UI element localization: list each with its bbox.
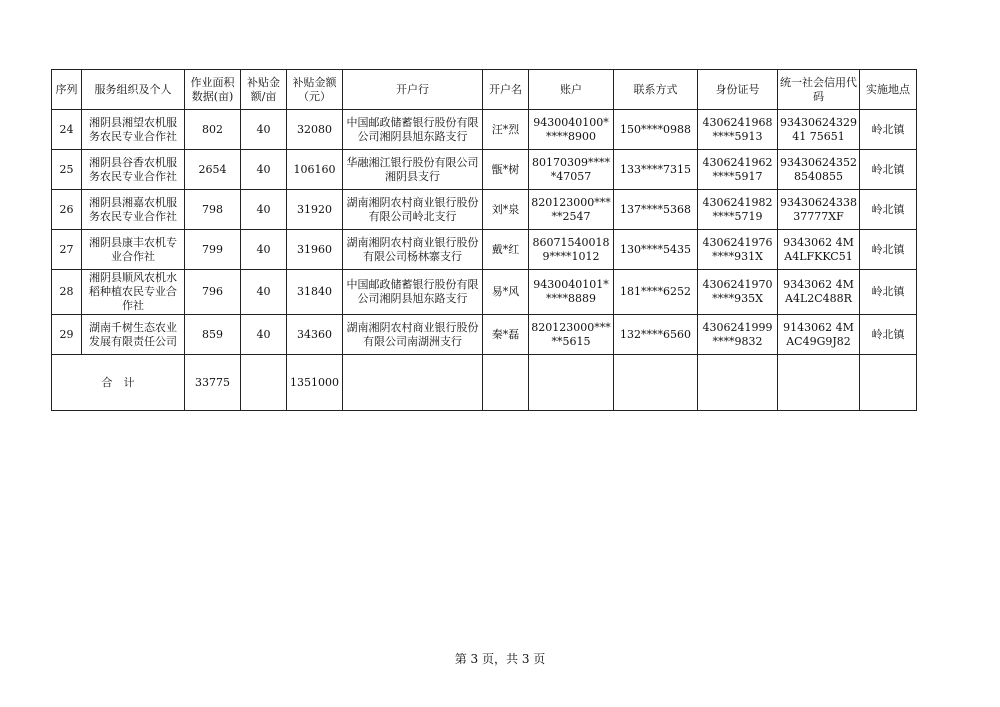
cell-account-name: 刘*泉 xyxy=(483,190,529,230)
cell-location: 岭北镇 xyxy=(860,190,917,230)
cell-id-number: 4306241982****5719 xyxy=(698,190,778,230)
cell-account-name: 甑*树 xyxy=(483,150,529,190)
cell-organization: 湘阴县湘望农机服务农民专业合作社 xyxy=(82,110,185,150)
empty-cell xyxy=(483,355,529,411)
cell-location: 岭北镇 xyxy=(860,110,917,150)
cell-index: 29 xyxy=(52,315,82,355)
empty-cell xyxy=(860,355,917,411)
cell-account-name: 汪*烈 xyxy=(483,110,529,150)
cell-bank: 湖南湘阴农村商业银行股份有限公司南湖洲支行 xyxy=(343,315,483,355)
cell-area: 802 xyxy=(185,110,241,150)
cell-index: 26 xyxy=(52,190,82,230)
header-cell: 身份证号 xyxy=(698,70,778,110)
cell-amount: 106160 xyxy=(287,150,343,190)
cell-id-number: 4306241970****935X xyxy=(698,270,778,315)
cell-organization: 湘阴县顺风农机水稻种植农民专业合作社 xyxy=(82,270,185,315)
cell-index: 27 xyxy=(52,230,82,270)
cell-bank: 湖南湘阴农村商业银行股份有限公司岭北支行 xyxy=(343,190,483,230)
cell-amount: 31960 xyxy=(287,230,343,270)
empty-cell xyxy=(614,355,698,411)
cell-bank: 华融湘江银行股份有限公司湘阴县支行 xyxy=(343,150,483,190)
table-row xyxy=(52,190,917,230)
empty-cell xyxy=(529,355,614,411)
table-row xyxy=(52,270,917,315)
total-amount: 1351000 xyxy=(287,355,343,411)
empty-cell xyxy=(698,355,778,411)
cell-organization: 湘阴县湘嘉农机服务农民专业合作社 xyxy=(82,190,185,230)
total-label: 合 计 xyxy=(52,355,185,411)
cell-amount: 34360 xyxy=(287,315,343,355)
empty-cell xyxy=(778,355,860,411)
cell-amount: 31840 xyxy=(287,270,343,315)
header-cell: 补贴金额/亩 xyxy=(241,70,287,110)
cell-index: 28 xyxy=(52,270,82,315)
table-row xyxy=(52,110,917,150)
cell-rate: 40 xyxy=(241,270,287,315)
cell-amount: 32080 xyxy=(287,110,343,150)
cell-bank: 中国邮政储蓄银行股份有限公司湘阴县旭东路支行 xyxy=(343,270,483,315)
cell-credit-code: 93430624338 37777XF xyxy=(778,190,860,230)
cell-location: 岭北镇 xyxy=(860,150,917,190)
cell-location: 岭北镇 xyxy=(860,270,917,315)
header-cell: 统一社会信用代码 xyxy=(778,70,860,110)
cell-credit-code: 9343062 4MA4LFKKC51 xyxy=(778,230,860,270)
cell-contact: 137****5368 xyxy=(614,190,698,230)
cell-id-number: 4306241968****5913 xyxy=(698,110,778,150)
header-cell: 账户 xyxy=(529,70,614,110)
cell-id-number: 4306241976****931X xyxy=(698,230,778,270)
cell-organization: 湖南千树生态农业发展有限责任公司 xyxy=(82,315,185,355)
page-footer: 第 3 页，共 3 页 xyxy=(454,652,546,666)
cell-location: 岭北镇 xyxy=(860,230,917,270)
cell-credit-code: 9343062 4MA4L2C488R xyxy=(778,270,860,315)
cell-account-name: 秦*磊 xyxy=(483,315,529,355)
cell-contact: 150****0988 xyxy=(614,110,698,150)
cell-area: 2654 xyxy=(185,150,241,190)
header-cell: 实施地点 xyxy=(860,70,917,110)
empty-cell xyxy=(241,355,287,411)
table-row xyxy=(52,315,917,355)
cell-credit-code: 9343062432941 75651 xyxy=(778,110,860,150)
cell-area: 798 xyxy=(185,190,241,230)
header-cell: 序列 xyxy=(52,70,82,110)
cell-id-number: 4306241962****5917 xyxy=(698,150,778,190)
table-row xyxy=(52,150,917,190)
cell-account-name: 戴*红 xyxy=(483,230,529,270)
cell-rate: 40 xyxy=(241,230,287,270)
cell-index: 25 xyxy=(52,150,82,190)
total-area: 33775 xyxy=(185,355,241,411)
cell-contact: 132****6560 xyxy=(614,315,698,355)
cell-rate: 40 xyxy=(241,110,287,150)
header-cell: 开户名 xyxy=(483,70,529,110)
cell-bank: 湖南湘阴农村商业银行股份有限公司杨林寨支行 xyxy=(343,230,483,270)
cell-account: 80170309*****47057 xyxy=(529,150,614,190)
subsidy-table xyxy=(51,69,917,411)
cell-rate: 40 xyxy=(241,315,287,355)
cell-rate: 40 xyxy=(241,190,287,230)
header-row xyxy=(52,70,917,110)
header-cell: 服务组织及个人 xyxy=(82,70,185,110)
cell-credit-code: 93430624352 8540855 xyxy=(778,150,860,190)
table-row xyxy=(52,230,917,270)
cell-account: 820123000*****2547 xyxy=(529,190,614,230)
header-cell: 开户行 xyxy=(343,70,483,110)
cell-contact: 181****6252 xyxy=(614,270,698,315)
cell-account-name: 易*风 xyxy=(483,270,529,315)
cell-account: 860715400189****1012 xyxy=(529,230,614,270)
cell-area: 796 xyxy=(185,270,241,315)
cell-amount: 31920 xyxy=(287,190,343,230)
cell-area: 799 xyxy=(185,230,241,270)
cell-bank: 中国邮政储蓄银行股份有限公司湘阴县旭东路支行 xyxy=(343,110,483,150)
cell-rate: 40 xyxy=(241,150,287,190)
cell-account: 9430040101*****8889 xyxy=(529,270,614,315)
cell-contact: 130****5435 xyxy=(614,230,698,270)
cell-index: 24 xyxy=(52,110,82,150)
cell-credit-code: 9143062 4MAC49G9J82 xyxy=(778,315,860,355)
header-cell: 作业面积数据(亩) xyxy=(185,70,241,110)
cell-account: 820123000*****5615 xyxy=(529,315,614,355)
header-cell: 联系方式 xyxy=(614,70,698,110)
cell-organization: 湘阴县谷香农机服务农民专业合作社 xyxy=(82,150,185,190)
cell-contact: 133****7315 xyxy=(614,150,698,190)
empty-cell xyxy=(343,355,483,411)
total-row xyxy=(52,355,917,411)
cell-location: 岭北镇 xyxy=(860,315,917,355)
header-cell: 补贴金额（元） xyxy=(287,70,343,110)
cell-area: 859 xyxy=(185,315,241,355)
cell-account: 9430040100*****8900 xyxy=(529,110,614,150)
cell-organization: 湘阴县康丰农机专业合作社 xyxy=(82,230,185,270)
cell-id-number: 4306241999****9832 xyxy=(698,315,778,355)
